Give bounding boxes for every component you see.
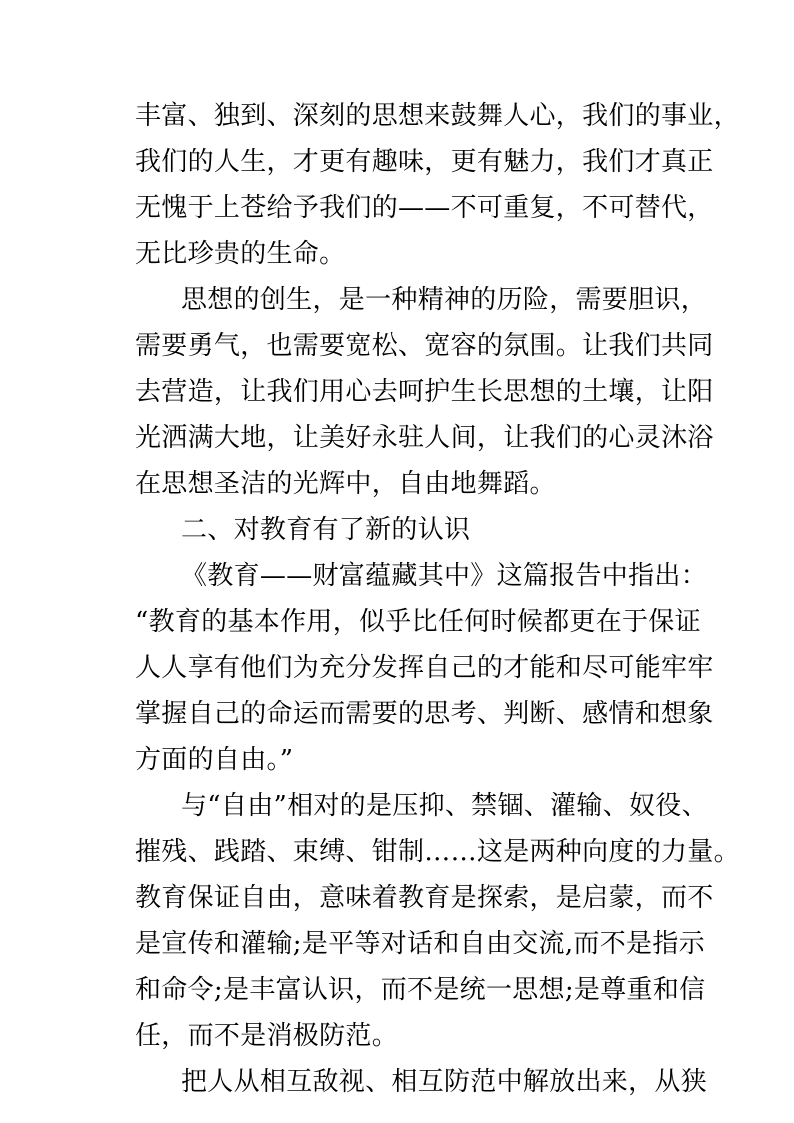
paragraph-first-line: 《教育——财富蕴藏其中》这篇报告中指出：	[181, 561, 708, 591]
text-line: “教育的基本作用，似乎比任何时候都更在于保证	[135, 607, 701, 637]
text-line: 任，而不是消极防范。	[135, 1021, 399, 1051]
text-line: 无愧于上苍给予我们的——不可重复，不可替代，	[135, 193, 714, 223]
text-line: 人人享有他们为充分发挥自己的才能和尽可能牢牢	[135, 653, 714, 683]
paragraph-first-line: 与“自由”相对的是压抑、禁锢、灌输、奴役、	[181, 791, 708, 821]
text-line: 方面的自由。”	[135, 745, 294, 775]
text-line: 是宣传和灌输;是平等对话和自由交流,而不是指示	[135, 929, 705, 959]
text-line: 去营造，让我们用心去呵护生长思想的土壤，让阳	[135, 377, 714, 407]
text-line: 需要勇气，也需要宽松、宽容的氛围。让我们共同	[135, 331, 714, 361]
text-line: 在思想圣洁的光辉中，自由地舞蹈。	[135, 469, 556, 499]
text-line: 丰富、独到、深刻的思想来鼓舞人心，我们的事业，	[135, 101, 740, 131]
section-heading: 二、对教育有了新的认识	[181, 515, 471, 545]
paragraph-first-line: 思想的创生，是一种精神的历险，需要胆识，	[181, 285, 708, 315]
paragraph-first-line: 把人从相互敌视、相互防范中解放出来，从狭	[181, 1067, 708, 1097]
text-line: 我们的人生，才更有趣味，更有魅力，我们才真正	[135, 147, 714, 177]
text-line: 教育保证自由，意味着教育是探索，是启蒙，而不	[135, 883, 714, 913]
text-line: 掌握自己的命运而需要的思考、判断、感情和想象	[135, 699, 714, 729]
text-line: 无比珍贵的生命。	[135, 239, 346, 269]
text-line: 摧残、践踏、束缚、钳制……这是两种向度的力量。	[135, 837, 740, 867]
text-line: 和命令;是丰富认识，而不是统一思想;是尊重和信	[135, 975, 706, 1005]
text-line: 光洒满大地，让美好永驻人间，让我们的心灵沐浴	[135, 423, 714, 453]
